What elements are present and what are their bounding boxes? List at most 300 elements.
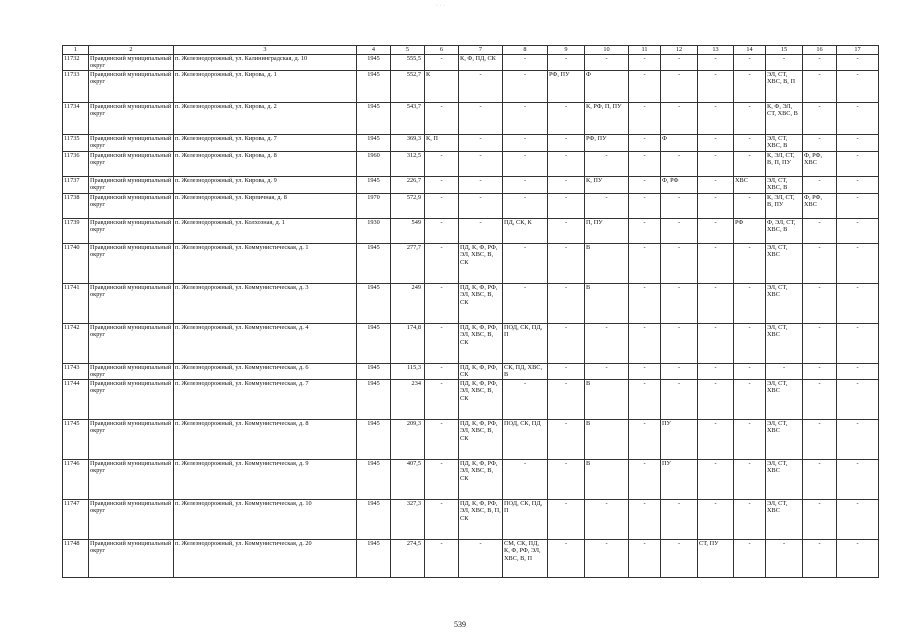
table-cell: Правдинский муниципальный округ [89, 284, 174, 324]
table-cell: ЭЛ, СТ, ХВС [766, 460, 803, 500]
table-cell: - [548, 152, 585, 177]
table-cell: 1945 [357, 420, 391, 460]
column-number: 5 [391, 46, 425, 55]
table-cell: Правдинский муниципальный округ [89, 324, 174, 364]
table-cell: - [548, 364, 585, 380]
table-cell: - [629, 71, 661, 103]
table-cell: - [661, 540, 698, 578]
table-cell: В [585, 244, 629, 284]
table-cell: Правдинский муниципальный округ [89, 135, 174, 152]
table-row [63, 152, 879, 177]
table-cell: - [629, 380, 661, 420]
table-cell: ЭЛ, СТ, ХВС [766, 420, 803, 460]
table-cell: - [837, 380, 879, 420]
table-row [63, 55, 879, 71]
table-cell: - [459, 71, 503, 103]
table-cell: - [585, 364, 629, 380]
table-cell: 1945 [357, 135, 391, 152]
table-cell: 369,3 [391, 135, 425, 152]
table-cell: - [803, 324, 837, 364]
table-row [63, 380, 879, 420]
table-cell: - [837, 71, 879, 103]
table-cell: - [803, 103, 837, 135]
table-cell: Правдинский муниципальный округ [89, 194, 174, 219]
table-cell: - [698, 244, 734, 284]
table-cell: п. Железнодорожный, ул. Калининградская, д. 10 [174, 55, 357, 71]
table-cell: - [837, 55, 879, 71]
table-cell: Ф, ЭЛ, СТ, ХВС, В [766, 219, 803, 244]
table-cell: - [698, 420, 734, 460]
table-cell: - [425, 55, 459, 71]
table-cell: - [698, 500, 734, 540]
table-cell: ЭЛ, СТ, ХВС, В [766, 135, 803, 152]
table-cell: К, РФ, П, ПУ [585, 103, 629, 135]
table-cell: - [629, 103, 661, 135]
table-row [63, 103, 879, 135]
table-cell: ПД, К, Ф, РФ, ЭЛ, ХВС, В, СК [459, 380, 503, 420]
table-cell: ЭЛ, СТ, ХВС, В, П [766, 71, 803, 103]
table-cell: К, ЭЛ, СТ, В, ПУ [766, 194, 803, 219]
column-number: 1 [63, 46, 89, 55]
table-cell: ПД, К, Ф, РФ, ЭЛ, ХВС, В, П, СК [459, 500, 503, 540]
column-number: 7 [459, 46, 503, 55]
table-cell: 115,3 [391, 364, 425, 380]
table-cell: - [661, 364, 698, 380]
table-cell: ПД, К, Ф, РФ, ЭЛ, ХВС, В, СК [459, 324, 503, 364]
table-cell: п. Железнодорожный, ул. Коммунистическая, д. 8 [174, 420, 357, 460]
table-cell: п. Железнодорожный, ул. Кирова, д. 2 [174, 103, 357, 135]
table-cell: - [503, 284, 548, 324]
table-cell: п. Железнодорожный, ул. Коммунистическая, д. 6 [174, 364, 357, 380]
table-cell: - [629, 194, 661, 219]
table-cell: РФ, ПУ [548, 71, 585, 103]
table-cell: - [425, 244, 459, 284]
table-row [63, 540, 879, 578]
table-cell: - [698, 135, 734, 152]
table-cell: - [734, 55, 766, 71]
table-row [63, 324, 879, 364]
table-cell: - [661, 103, 698, 135]
table-cell: Ф, РФ, ХВС [803, 152, 837, 177]
table-cell: - [629, 152, 661, 177]
table-cell: - [548, 420, 585, 460]
table-cell: 209,3 [391, 420, 425, 460]
column-number: 15 [766, 46, 803, 55]
table-cell: 1945 [357, 284, 391, 324]
table-cell: Правдинский муниципальный округ [89, 244, 174, 284]
table-cell: п. Железнодорожный, ул. Кирова, д. 1 [174, 71, 357, 103]
table-cell: - [425, 103, 459, 135]
table-cell: К [425, 71, 459, 103]
table-cell: ПД, СК, К [503, 219, 548, 244]
table-cell: Правдинский муниципальный округ [89, 103, 174, 135]
table-cell: п. Железнодорожный, ул. Кирова, д. 9 [174, 177, 357, 194]
table-cell: 11737 [63, 177, 89, 194]
table-cell: - [803, 135, 837, 152]
table-cell: - [837, 460, 879, 500]
table-cell: 1945 [357, 540, 391, 578]
table-cell: - [425, 380, 459, 420]
table-cell: - [629, 244, 661, 284]
table-cell: - [548, 244, 585, 284]
table-cell: - [629, 420, 661, 460]
table-cell: - [548, 540, 585, 578]
table-cell: - [503, 135, 548, 152]
table-cell: В [585, 460, 629, 500]
table-cell: - [734, 364, 766, 380]
table-cell: - [803, 177, 837, 194]
table-cell: - [837, 244, 879, 284]
table-cell: - [425, 460, 459, 500]
table-cell: К, ЭЛ, СТ, В, П, ПУ [766, 152, 803, 177]
column-number: 12 [661, 46, 698, 55]
table-cell: п. Железнодорожный, ул. Коммунистическая, д. 1 [174, 244, 357, 284]
table-cell: ПОД, СК, ПД, П [503, 324, 548, 364]
table-cell: - [585, 55, 629, 71]
table-cell: - [661, 284, 698, 324]
table-cell: 555,5 [391, 55, 425, 71]
table-cell: - [503, 71, 548, 103]
table-cell: - [629, 219, 661, 244]
table-cell: - [698, 177, 734, 194]
table-cell: - [661, 324, 698, 364]
table-cell: - [698, 55, 734, 71]
table-cell: - [503, 194, 548, 219]
table-cell: п. Железнодорожный, ул. Колхозная, д. 1 [174, 219, 357, 244]
table-cell: п. Железнодорожный, ул. Кирова, д. 8 [174, 152, 357, 177]
table-cell: - [803, 364, 837, 380]
table-cell: 1945 [357, 380, 391, 420]
table-cell: - [548, 324, 585, 364]
document-page [62, 45, 868, 578]
table-cell: - [425, 219, 459, 244]
table-cell: - [585, 500, 629, 540]
table-cell: - [629, 324, 661, 364]
table-row [63, 135, 879, 152]
table-cell: 1945 [357, 103, 391, 135]
table-cell: К, ПУ [585, 177, 629, 194]
table-cell: - [698, 152, 734, 177]
table-cell: - [548, 460, 585, 500]
table-cell: Правдинский муниципальный округ [89, 500, 174, 540]
table-cell: - [503, 103, 548, 135]
table-cell: 1945 [357, 364, 391, 380]
table-cell: - [503, 177, 548, 194]
table-cell: - [734, 324, 766, 364]
table-cell: 1945 [357, 500, 391, 540]
table-cell: - [548, 55, 585, 71]
column-number: 8 [503, 46, 548, 55]
table-cell: - [629, 177, 661, 194]
table-cell: 226,7 [391, 177, 425, 194]
table-cell: п. Железнодорожный, ул. Кирпичная, д. 8 [174, 194, 357, 219]
table-cell: 11738 [63, 194, 89, 219]
table-row [63, 177, 879, 194]
table-cell: - [503, 380, 548, 420]
table-cell: - [734, 420, 766, 460]
table-cell: ЭЛ, СТ, ХВС [766, 380, 803, 420]
column-number: 14 [734, 46, 766, 55]
table-cell: - [837, 177, 879, 194]
table-body [63, 46, 879, 578]
table-cell: ПД, К, Ф, РФ, СК [459, 364, 503, 380]
table-cell: 543,7 [391, 103, 425, 135]
table-cell: - [803, 284, 837, 324]
table-cell: - [766, 540, 803, 578]
table-cell: ЭЛ, СТ, ХВС, В [766, 177, 803, 194]
table-cell: - [629, 500, 661, 540]
table-cell: 11732 [63, 55, 89, 71]
table-cell: - [629, 364, 661, 380]
column-number: 3 [174, 46, 357, 55]
table-cell: - [837, 152, 879, 177]
table-cell: - [661, 244, 698, 284]
table-cell: - [459, 103, 503, 135]
table-cell: Правдинский муниципальный округ [89, 460, 174, 500]
table-cell: - [734, 194, 766, 219]
table-cell: - [585, 324, 629, 364]
table-cell: ПУ [661, 420, 698, 460]
table-cell: - [548, 380, 585, 420]
table-cell: 1945 [357, 177, 391, 194]
table-cell: 549 [391, 219, 425, 244]
table-cell: - [425, 540, 459, 578]
table-row [63, 420, 879, 460]
table-cell: - [548, 284, 585, 324]
table-cell: - [803, 500, 837, 540]
table-cell: - [661, 380, 698, 420]
table-cell: п. Железнодорожный, ул. Коммунистическая, д. 9 [174, 460, 357, 500]
table-cell: 11736 [63, 152, 89, 177]
table-cell: - [837, 540, 879, 578]
table-cell: Ф, РФ [661, 177, 698, 194]
table-cell: Ф [661, 135, 698, 152]
table-cell: - [837, 324, 879, 364]
table-cell: - [661, 194, 698, 219]
table-cell: - [698, 103, 734, 135]
table-cell: Правдинский муниципальный округ [89, 364, 174, 380]
table-cell: - [503, 244, 548, 284]
table-cell: ЭЛ, СТ, ХВС [766, 284, 803, 324]
table-cell: - [837, 364, 879, 380]
table-cell: - [803, 55, 837, 71]
table-cell: 11733 [63, 71, 89, 103]
table-cell: К, Ф, ЭЛ, СТ, ХВС, В [766, 103, 803, 135]
table-cell: 327,3 [391, 500, 425, 540]
table-cell: - [698, 324, 734, 364]
table-row [63, 284, 879, 324]
table-cell: - [425, 284, 459, 324]
table-cell: - [698, 380, 734, 420]
table-cell: - [459, 177, 503, 194]
table-cell: - [803, 380, 837, 420]
table-cell: - [548, 177, 585, 194]
table-cell: 11747 [63, 500, 89, 540]
table-cell: - [629, 55, 661, 71]
table-cell: - [837, 500, 879, 540]
table-cell: Правдинский муниципальный округ [89, 177, 174, 194]
table-row [63, 71, 879, 103]
table-cell: п. Железнодорожный, ул. Коммунистическая, д. 10 [174, 500, 357, 540]
table-cell: 234 [391, 380, 425, 420]
table-cell: - [734, 284, 766, 324]
table-cell: 11742 [63, 324, 89, 364]
table-cell: - [661, 55, 698, 71]
column-number: 2 [89, 46, 174, 55]
table-cell: - [629, 135, 661, 152]
table-cell: - [734, 460, 766, 500]
table-cell: ЭЛ, СТ, ХВС [766, 324, 803, 364]
table-cell: п. Железнодорожный, ул. Коммунистическая, д. 7 [174, 380, 357, 420]
table-cell: - [837, 194, 879, 219]
table-cell: РФ, ПУ [585, 135, 629, 152]
table-cell: - [548, 103, 585, 135]
table-row [63, 500, 879, 540]
table-cell: - [425, 194, 459, 219]
page-number: 539 [454, 620, 466, 629]
table-cell: - [698, 364, 734, 380]
table-cell: - [837, 284, 879, 324]
table-cell: - [425, 500, 459, 540]
table-cell: - [734, 540, 766, 578]
table-cell: - [803, 420, 837, 460]
table-cell: - [548, 500, 585, 540]
table-cell: - [698, 460, 734, 500]
table-cell: 1945 [357, 244, 391, 284]
table-cell: 552,7 [391, 71, 425, 103]
column-number: 16 [803, 46, 837, 55]
table-cell: П, ПУ [585, 219, 629, 244]
table-cell: 312,5 [391, 152, 425, 177]
column-number: 9 [548, 46, 585, 55]
table-cell: 407,5 [391, 460, 425, 500]
table-cell: - [425, 152, 459, 177]
table-row [63, 194, 879, 219]
table-cell: - [459, 135, 503, 152]
column-number: 13 [698, 46, 734, 55]
table-cell: - [661, 152, 698, 177]
table-cell: В [585, 380, 629, 420]
table-cell: 11741 [63, 284, 89, 324]
table-cell: п. Железнодорожный, ул. Коммунистическая, д. 3 [174, 284, 357, 324]
table-cell: - [425, 177, 459, 194]
table-cell: Правдинский муниципальный округ [89, 152, 174, 177]
table-cell: 1945 [357, 460, 391, 500]
table-cell: - [698, 284, 734, 324]
table-cell: - [837, 420, 879, 460]
table-cell: - [459, 540, 503, 578]
table-cell: Правдинский муниципальный округ [89, 71, 174, 103]
table-cell: 11739 [63, 219, 89, 244]
table-cell: - [585, 152, 629, 177]
table-cell: - [766, 55, 803, 71]
table-cell: Ф, РФ, ХВС [803, 194, 837, 219]
table-cell: - [661, 500, 698, 540]
table-cell: - [425, 324, 459, 364]
table-cell: - [698, 219, 734, 244]
table-cell: - [425, 420, 459, 460]
table-cell: В [585, 420, 629, 460]
table-cell: 1970 [357, 194, 391, 219]
table-cell: В [585, 284, 629, 324]
table-cell: 174,8 [391, 324, 425, 364]
table-cell: - [661, 71, 698, 103]
table-cell: К, Ф, ПД, СК [459, 55, 503, 71]
table-cell: - [661, 219, 698, 244]
table-cell: - [698, 71, 734, 103]
table-cell: 11744 [63, 380, 89, 420]
table-cell: - [734, 135, 766, 152]
table-cell: Правдинский муниципальный округ [89, 380, 174, 420]
table-cell: - [803, 219, 837, 244]
table-row [63, 244, 879, 284]
table-cell: 274,5 [391, 540, 425, 578]
column-number: 4 [357, 46, 391, 55]
table-cell: - [734, 500, 766, 540]
table-row [63, 219, 879, 244]
table-cell: - [837, 219, 879, 244]
table-cell: ПОД, СК, ПД [503, 420, 548, 460]
table-cell: - [698, 194, 734, 219]
table-cell: - [803, 244, 837, 284]
table-cell: 277,7 [391, 244, 425, 284]
table-cell: п. Железнодорожный, ул. Кирова, д. 7 [174, 135, 357, 152]
table-cell: Правдинский муниципальный округ [89, 420, 174, 460]
table-cell: 11748 [63, 540, 89, 578]
table-cell: - [629, 284, 661, 324]
table-cell: СТ, ПУ [698, 540, 734, 578]
table-cell: К, П [425, 135, 459, 152]
table-cell: - [803, 540, 837, 578]
table-cell: ПД, К, Ф, РФ, ЭЛ, ХВС, В, СК [459, 244, 503, 284]
table-cell: Правдинский муниципальный округ [89, 219, 174, 244]
table-cell: - [548, 219, 585, 244]
table-cell: - [734, 71, 766, 103]
top-mark: · · · [436, 3, 445, 9]
table-cell: - [766, 364, 803, 380]
table-cell: ПД, К, Ф, РФ, ЭЛ, ХВС, В, СК [459, 420, 503, 460]
table-cell: - [548, 194, 585, 219]
table-cell: - [734, 103, 766, 135]
table-row [63, 460, 879, 500]
table-cell: Правдинский муниципальный округ [89, 55, 174, 71]
table-cell: ПУ [661, 460, 698, 500]
table-cell: - [503, 460, 548, 500]
housing-register-table [62, 45, 879, 578]
table-cell: СК, ПД, ХВС, В [503, 364, 548, 380]
table-cell: - [503, 55, 548, 71]
table-cell: РФ [734, 219, 766, 244]
table-cell: 1945 [357, 71, 391, 103]
table-cell: - [837, 103, 879, 135]
column-number: 6 [425, 46, 459, 55]
table-cell: - [734, 244, 766, 284]
table-cell: - [734, 380, 766, 420]
table-cell: Правдинский муниципальный округ [89, 540, 174, 578]
table-cell: ЭЛ, СТ, ХВС [766, 500, 803, 540]
table-cell: - [459, 194, 503, 219]
table-cell: - [503, 152, 548, 177]
table-cell: 1930 [357, 219, 391, 244]
column-number: 17 [837, 46, 879, 55]
table-row [63, 364, 879, 380]
table-cell: - [734, 152, 766, 177]
table-cell: - [425, 364, 459, 380]
table-cell: 11734 [63, 103, 89, 135]
table-cell: - [459, 152, 503, 177]
table-cell: ПД, К, Ф, РФ, ЭЛ, ХВС, В, СК [459, 460, 503, 500]
table-cell: 11743 [63, 364, 89, 380]
